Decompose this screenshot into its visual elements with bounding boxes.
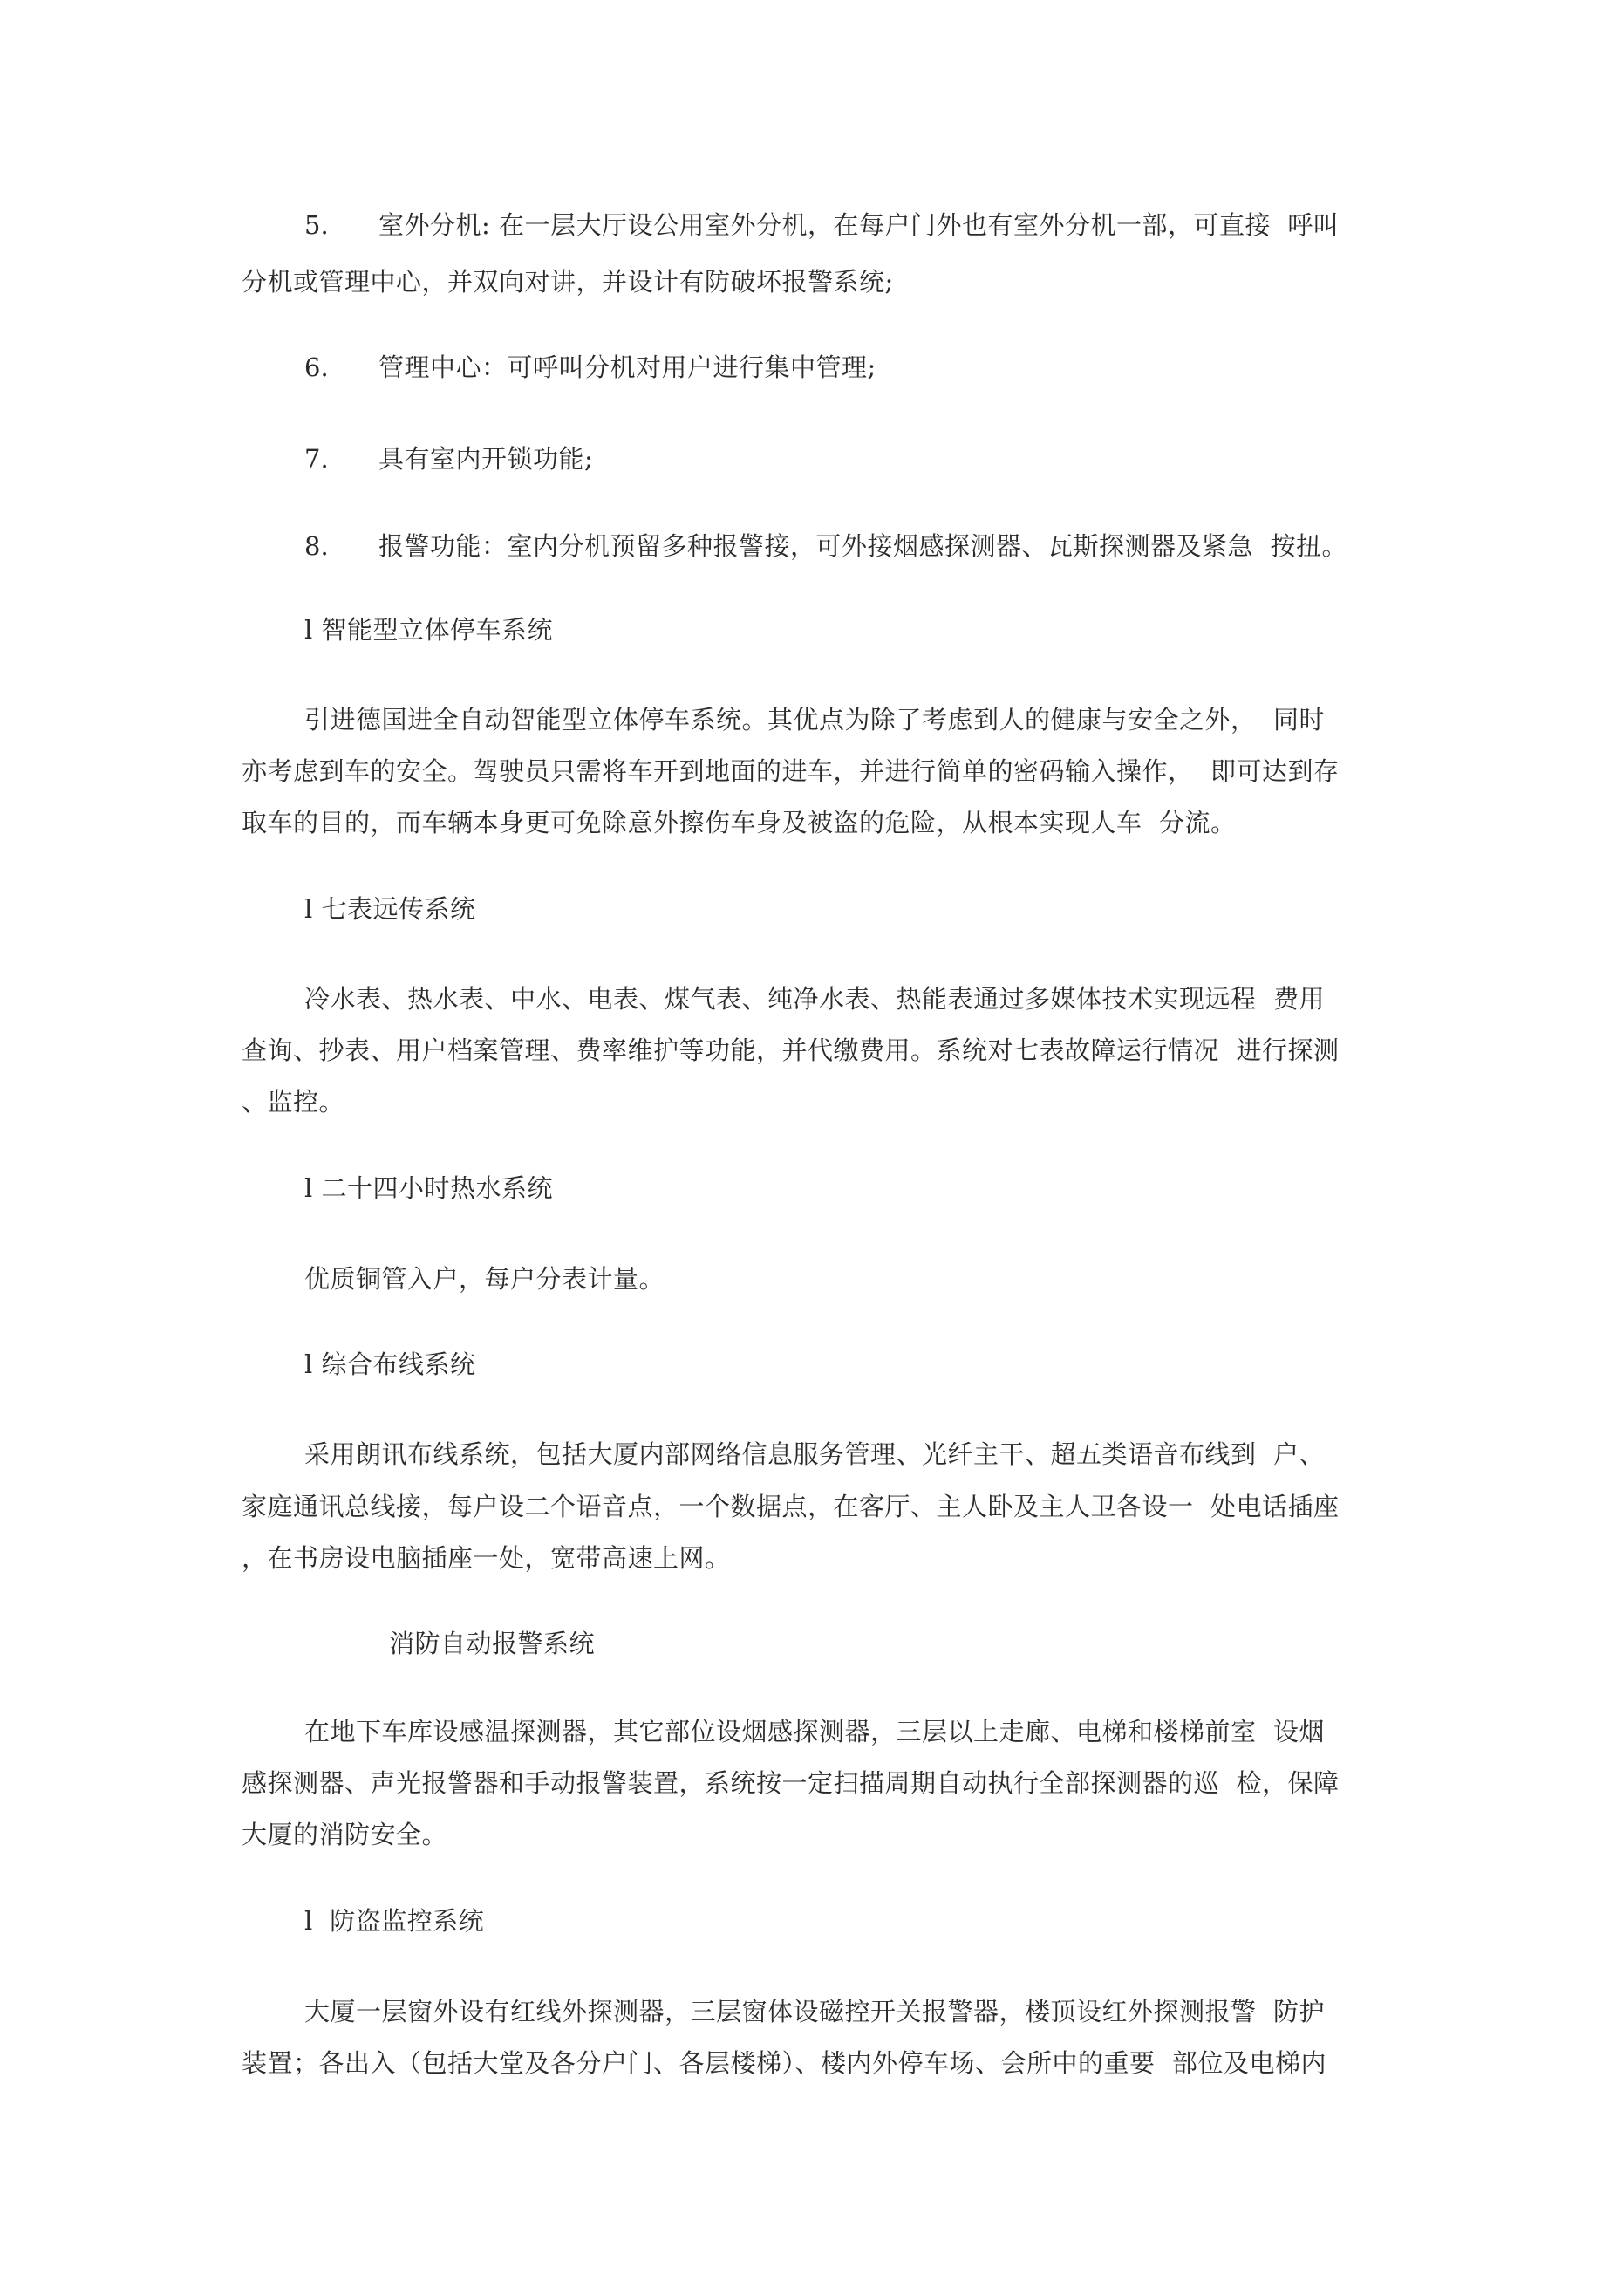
paragraph-line: 采用朗讯布线系统，包括大厦内部网络信息服务管理、光纤主干、超五类语音布线到 户、 (304, 1439, 1325, 1469)
paragraph-line: 感探测器、声光报警器和手动报警装置，系统按一定扫描周期自动执行全部探测器的巡 检，保障 (242, 1768, 1340, 1798)
paragraph-line: 取车的目的，而车辆本身更可免除意外擦伤车身及被盗的危险，从根本实现人车 分流。 (242, 808, 1237, 837)
section-heading: l 二十四小时热水系统 (304, 1173, 553, 1203)
paragraph-line: 查询、抄表、用户档案管理、费率维护等功能，并代缴费用。系统对七表故障运行情况 进行探测 (242, 1035, 1340, 1065)
paragraph-line: 亦考虑到车的安全。驾驶员只需将车开到地面的进车，并进行简单的密码输入操作， 即可达到存 (242, 756, 1340, 786)
paragraph-line: 装置；各出入（包括大堂及各分户门、各层楼梯）、楼内外停车场、会所中的重要 部位及电梯内 (242, 2048, 1326, 2078)
paragraph-line: 大厦一层窗外设有红线外探测器，三层窗体设磁控开关报警器，楼顶设红外探测报警 防护 (304, 1997, 1325, 2026)
list-item-number: 6. (304, 352, 329, 382)
list-item-text: 管理中心：可呼叫分机对用户进行集中管理; (378, 352, 876, 382)
list-item-text: 室外分机: 在一层大厅设公用室外分机，在每户门外也有室外分机一部，可直接 呼叫 (378, 210, 1340, 240)
paragraph-line: 优质铜管入户，每户分表计量。 (304, 1264, 665, 1294)
paragraph-line: ，在书房设电脑插座一处，宽带高速上网。 (242, 1543, 731, 1573)
paragraph-line: 引进德国进全自动智能型立体停车系统。其优点为除了考虑到人的健康与安全之外， 同时 (304, 705, 1325, 735)
section-heading: l 综合布线系统 (304, 1350, 476, 1379)
paragraph-line: 大厦的消防安全。 (242, 1820, 448, 1849)
list-item-text: 报警功能：室内分机预留多种报警接，可外接烟感探测器、瓦斯探测器及紧急 按扭。 (378, 531, 1347, 561)
list-item-text: 分机或管理中心，并双向对讲，并设计有防破坏报警系统; (242, 267, 894, 297)
section-heading: l 七表远传系统 (304, 894, 476, 924)
paragraph-line: 冷水表、热水表、中水、电表、煤气表、纯净水表、热能表通过多媒体技术实现远程 费用 (304, 984, 1325, 1014)
section-heading: l 智能型立体停车系统 (304, 615, 553, 645)
list-item-number: 8. (304, 531, 329, 561)
list-item-text: 具有室内开锁功能; (378, 444, 594, 474)
list-item-number: 7. (304, 444, 329, 474)
paragraph-line: 、监控。 (242, 1087, 345, 1117)
paragraph-line: 家庭通讯总线接，每户设二个语音点，一个数据点，在客厅、主人卧及主人卫各设一 处电话插座 (242, 1492, 1340, 1521)
list-item-number: 5. (304, 210, 329, 240)
section-heading: 消防自动报警系统 (389, 1629, 596, 1658)
section-heading: l 防盗监控系统 (304, 1906, 485, 1936)
paragraph-line: 在地下车库设感温探测器，其它部位设烟感探测器，三层以上走廊、电梯和楼梯前室 设烟 (304, 1717, 1325, 1746)
